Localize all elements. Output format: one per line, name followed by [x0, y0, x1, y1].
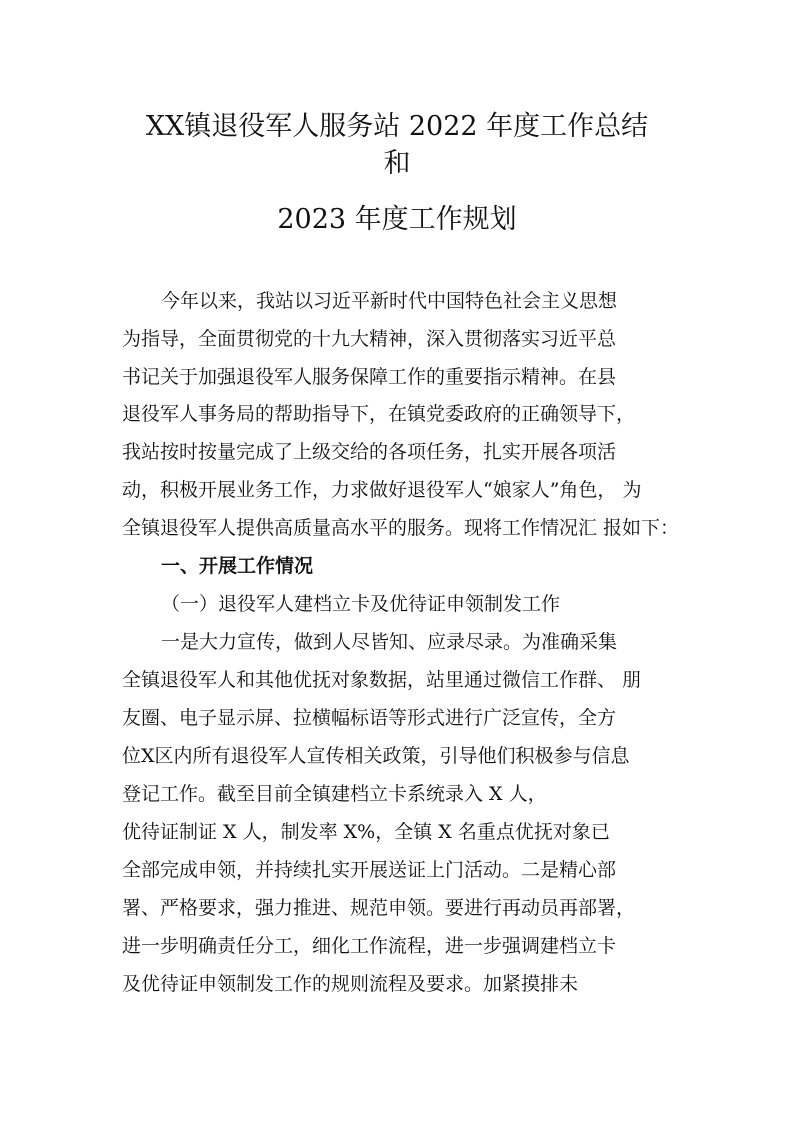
body-line: 动，积极开展业务工作，力求做好退役军人“娘家人”角色， 为	[122, 479, 642, 501]
document-title-line-2: 和	[383, 148, 411, 179]
subsection-heading: （一）退役军人建档立卡及优待证申领制发工作	[161, 593, 561, 615]
body-line: 登记工作。截至目前全镇建档立卡系统录入 X 人，	[122, 783, 547, 805]
body-line: 进一步明确责任分工，细化工作流程，进一步强调建档立卡	[122, 935, 617, 957]
document-title-line-1: XX镇退役军人服务站 2022 年度工作总结	[145, 111, 649, 142]
document-title-line-3: 2023 年度工作规划	[277, 204, 517, 235]
body-line: 书记关于加强退役军人服务保障工作的重要指示精神。在县	[122, 366, 617, 388]
body-line: 一是大力宣传，做到人尽皆知、应录尽录。为准确采集	[161, 631, 618, 653]
body-line: 为指导，全面贯彻党的十九大精神，深入贯彻落实习近平总	[122, 328, 617, 350]
body-line: 位X区内所有退役军人宣传相关政策，引导他们积极参与信息	[122, 745, 630, 767]
body-line: 友圈、电子显示屏、拉横幅标语等形式进行广泛宣传，全方	[122, 707, 617, 729]
body-line: 全部完成申领，并持续扎实开展送证上门活动。二是精心部	[122, 859, 617, 881]
section-heading: 一、开展工作情况	[161, 555, 314, 577]
body-line: 及优待证申领制发工作的规则流程及要求。加紧摸排未	[122, 973, 579, 995]
body-line: 全镇退役军人和其他优抚对象数据，站里通过微信工作群、 朋	[122, 669, 642, 691]
body-line: 退役军人事务局的帮助指导下，在镇党委政府的正确领导下，	[122, 403, 636, 425]
body-line: 署、严格要求，强力推进、规范申领。要进行再动员再部署，	[122, 897, 636, 919]
body-line: 我站按时按量完成了上级交给的各项任务，扎实开展各项活	[122, 441, 617, 463]
body-line: 全镇退役军人提供高质量高水平的服务。现将工作情况汇 报如下：	[122, 517, 680, 539]
body-line: 优待证制证 X 人，制发率 X%，全镇 X 名重点优抚对象已	[122, 821, 610, 843]
body-line: 今年以来，我站以习近平新时代中国特色社会主义思想	[161, 290, 618, 312]
